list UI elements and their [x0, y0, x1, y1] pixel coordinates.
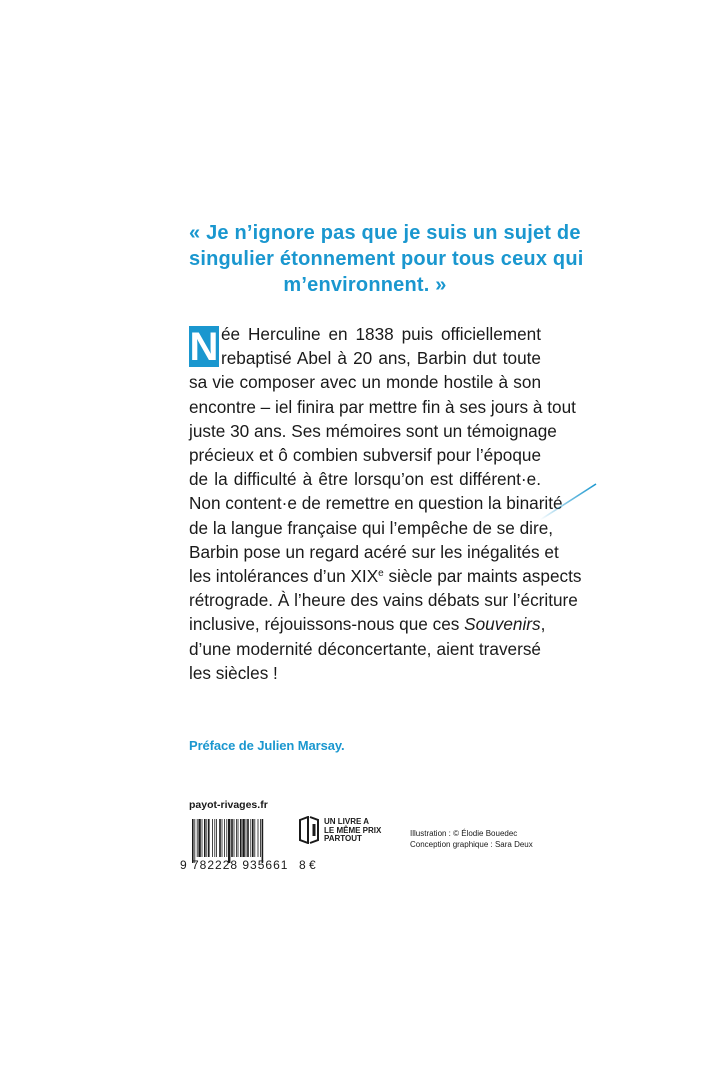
barcode-bar [234, 819, 235, 857]
publisher-website: payot-rivages.fr [189, 799, 268, 811]
prix-unique-line: PARTOUT [324, 834, 362, 844]
barcode-bar [242, 819, 244, 857]
barcode-bar [258, 819, 259, 857]
barcode-bar [236, 819, 237, 857]
barcode-bar [204, 819, 206, 857]
barcode-bar [262, 819, 264, 863]
blurb-fragment: , [540, 614, 546, 635]
decorative-blue-stroke [540, 480, 600, 520]
blurb-line: précieux et ô combien subversif pour l’époque [189, 445, 541, 466]
quote-line: « Je n’ignore pas que je suis un sujet de [189, 222, 581, 244]
barcode-bar [192, 819, 194, 863]
barcode-bar [247, 819, 249, 857]
blurb-line: Non content·e de remettre en question la binarité [189, 493, 563, 514]
design-credit: Conception graphique : Sara Deux [410, 839, 533, 849]
prix-unique-logo-icon [298, 816, 320, 844]
blurb-line: sa vie composer avec un monde hostile à son [189, 372, 541, 393]
blurb-line: de la difficulté à être lorsqu’on est différent·e. [189, 469, 541, 490]
barcode-bar [198, 819, 200, 857]
blurb-text [189, 322, 582, 685]
century-superscript: e [378, 568, 384, 580]
quote-line: singulier étonnement pour tous ceux qui [189, 248, 584, 270]
barcode-bar [202, 819, 203, 857]
quote-line: m’environnent. » [283, 274, 447, 296]
barcode-bar [216, 819, 217, 857]
barcode-bar [194, 819, 195, 863]
blurb-line: les siècles ! [189, 662, 278, 683]
barcode-bar [226, 819, 227, 857]
isbn-digits: 9 782228 935661 [180, 858, 289, 872]
pull-quote [189, 220, 584, 298]
barcode-bar [260, 819, 261, 857]
book-title-italic: Souvenirs [464, 614, 541, 635]
prix-unique-label [324, 818, 381, 844]
barcode-bar [246, 819, 247, 857]
barcode-bar [240, 819, 242, 857]
barcode-bar [224, 819, 225, 857]
barcode-bar [254, 819, 255, 857]
barcode-bar [197, 819, 198, 857]
illustration-credit: Illustration : © Élodie Bouedec [410, 829, 518, 838]
credits [410, 829, 533, 850]
barcode-bar [250, 819, 251, 857]
price: 8 € [299, 858, 316, 872]
blurb-fragment: siècle par maints aspects [383, 566, 582, 587]
prix-unique-line: UN LIVRE A [324, 817, 370, 826]
preface-credit: Préface de Julien Marsay. [189, 738, 345, 753]
barcode-bar [214, 819, 215, 857]
barcode-bar [206, 819, 207, 857]
barcode-bar [219, 819, 221, 857]
blurb-line [189, 564, 582, 588]
blurb-fragment: les intolérances d’un XIX [189, 566, 379, 587]
blurb-line: Barbin pose un regard acéré sur les inégalités et [189, 541, 559, 562]
blurb-line [189, 612, 546, 636]
blurb-line: d’une modernité déconcertante, aient traversé [189, 638, 541, 659]
blurb-line: juste 30 ans. Ses mémoires sont un témoignage [189, 420, 557, 441]
blurb-line: encontre – iel finira par mettre fin à ses jours à tout [189, 396, 576, 417]
blurb-line: rétrograde. À l’heure des vains débats sur l’écriture [189, 590, 578, 611]
drop-cap: N [189, 325, 219, 369]
barcode-bar [212, 819, 213, 857]
barcode-bar [238, 819, 239, 857]
blurb-line: ée Herculine en 1838 puis officiellement [221, 324, 541, 344]
barcode-bar [222, 819, 223, 857]
blurb-fragment: inclusive, réjouissons-nous que ces [189, 614, 465, 635]
blurb-line: de la langue française qui l’empêche de se dire, [189, 517, 554, 538]
blurb-line: rebaptisé Abel à 20 ans, Barbin dut toute [221, 348, 541, 369]
barcode-bar [228, 819, 230, 863]
barcode-bar [208, 819, 210, 857]
barcode-bar [252, 819, 254, 857]
prix-unique-line: LE MÊME PRIX [324, 825, 382, 835]
barcode-bar [231, 819, 233, 857]
